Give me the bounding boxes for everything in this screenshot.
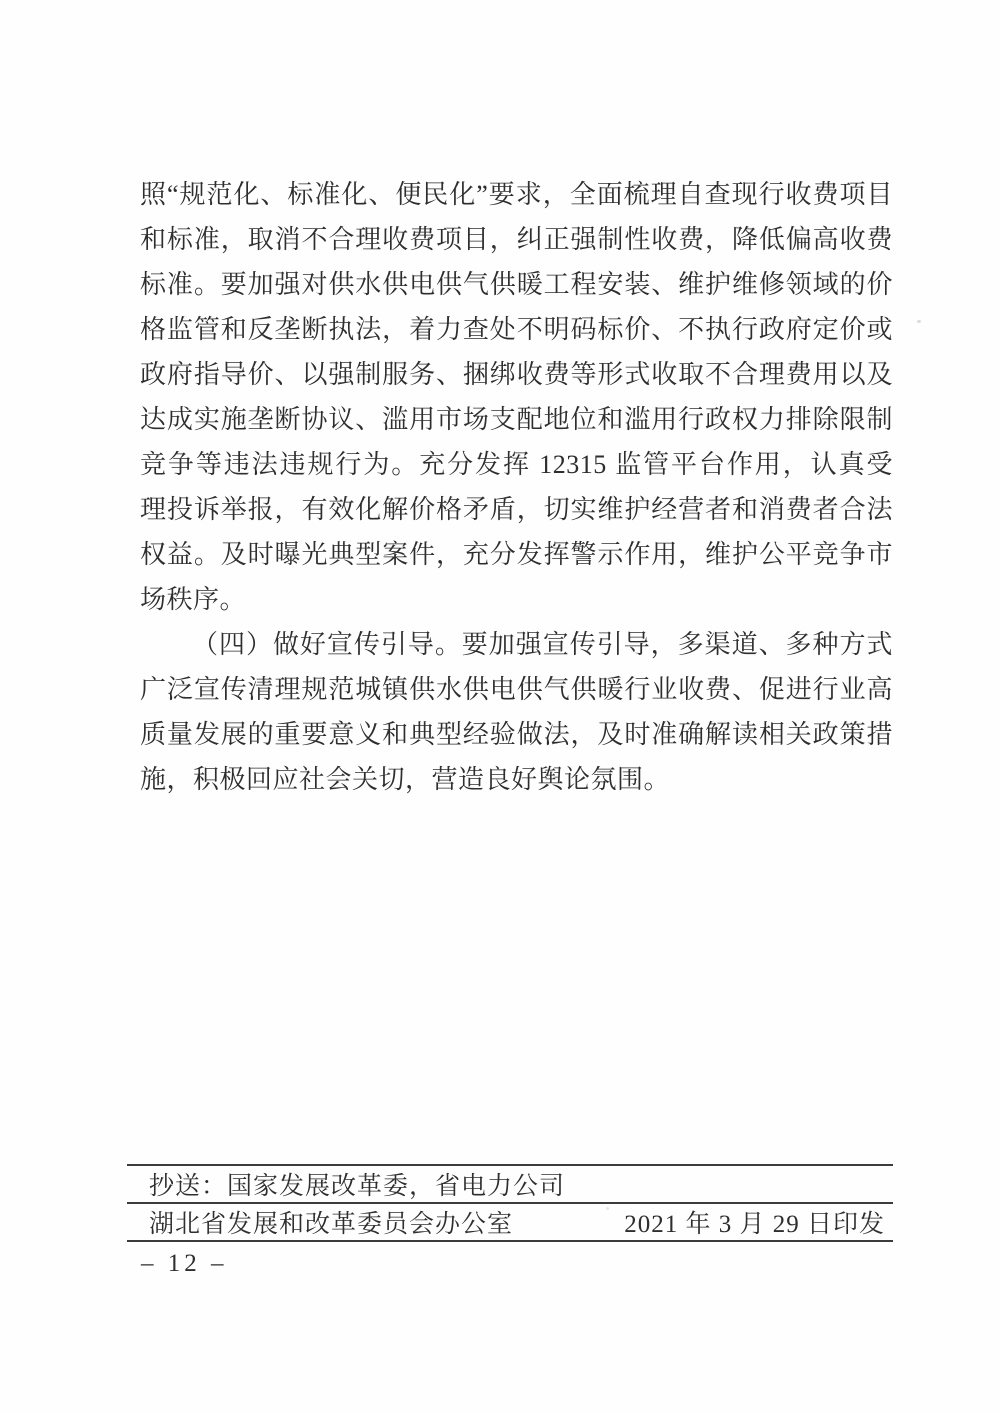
paragraph-1 (140, 172, 893, 622)
body-text-line: 场秩序。 (140, 585, 247, 614)
document-footer (127, 1164, 893, 1242)
scan-speck (917, 320, 921, 323)
scan-speck (606, 1207, 609, 1210)
body-text-line: 施，积极回应社会关切，营造良好舆论氛围。 (140, 765, 671, 794)
body-text-line: 理投诉举报，有效化解价格矛盾，切实维护经营者和消费者合法 (140, 495, 893, 524)
body-text-line: 质量发展的重要意义和典型经验做法，及时准确解读相关政策措 (140, 720, 893, 749)
issue-row (127, 1204, 893, 1242)
body-text-line: 格监管和反垄断执法，着力查处不明码标价、不执行政府定价或 (140, 315, 893, 344)
body-text-line: 标准。要加强对供水供电供气供暖工程安装、维护维修领域的价 (140, 270, 893, 299)
body-text-line: （四）做好宣传引导。要加强宣传引导，多渠道、多种方式 (192, 630, 893, 659)
print-date: 2021 年 3 月 29 日印发 (624, 1211, 885, 1238)
body-text-line: 照“规范化、标准化、便民化”要求，全面梳理自查现行收费项目 (140, 180, 893, 209)
page-number: – 12 – (141, 1250, 228, 1277)
cc-row (127, 1166, 893, 1204)
body-text-line: 政府指导价、以强制服务、捆绑收费等形式收取不合理费用以及 (140, 360, 893, 389)
body-text-line: 和标准，取消不合理收费项目，纠正强制性收费，降低偏高收费 (140, 225, 893, 254)
body-text-line: 达成实施垄断协议、滥用市场支配地位和滥用行政权力排除限制 (140, 405, 893, 434)
body-text-line: 权益。及时曝光典型案件，充分发挥警示作用，维护公平竞争市 (140, 540, 893, 569)
issuing-office: 湖北省发展和改革委员会办公室 (149, 1211, 514, 1238)
document-body (140, 172, 893, 802)
paragraph-2 (140, 622, 893, 802)
cc-line: 抄送：国家发展改革委，省电力公司 (149, 1173, 566, 1200)
body-text-line: 广泛宣传清理规范城镇供水供电供气供暖行业收费、促进行业高 (140, 675, 893, 704)
body-text-line: 竞争等违法违规行为。充分发挥 12315 监管平台作用，认真受 (140, 450, 893, 479)
